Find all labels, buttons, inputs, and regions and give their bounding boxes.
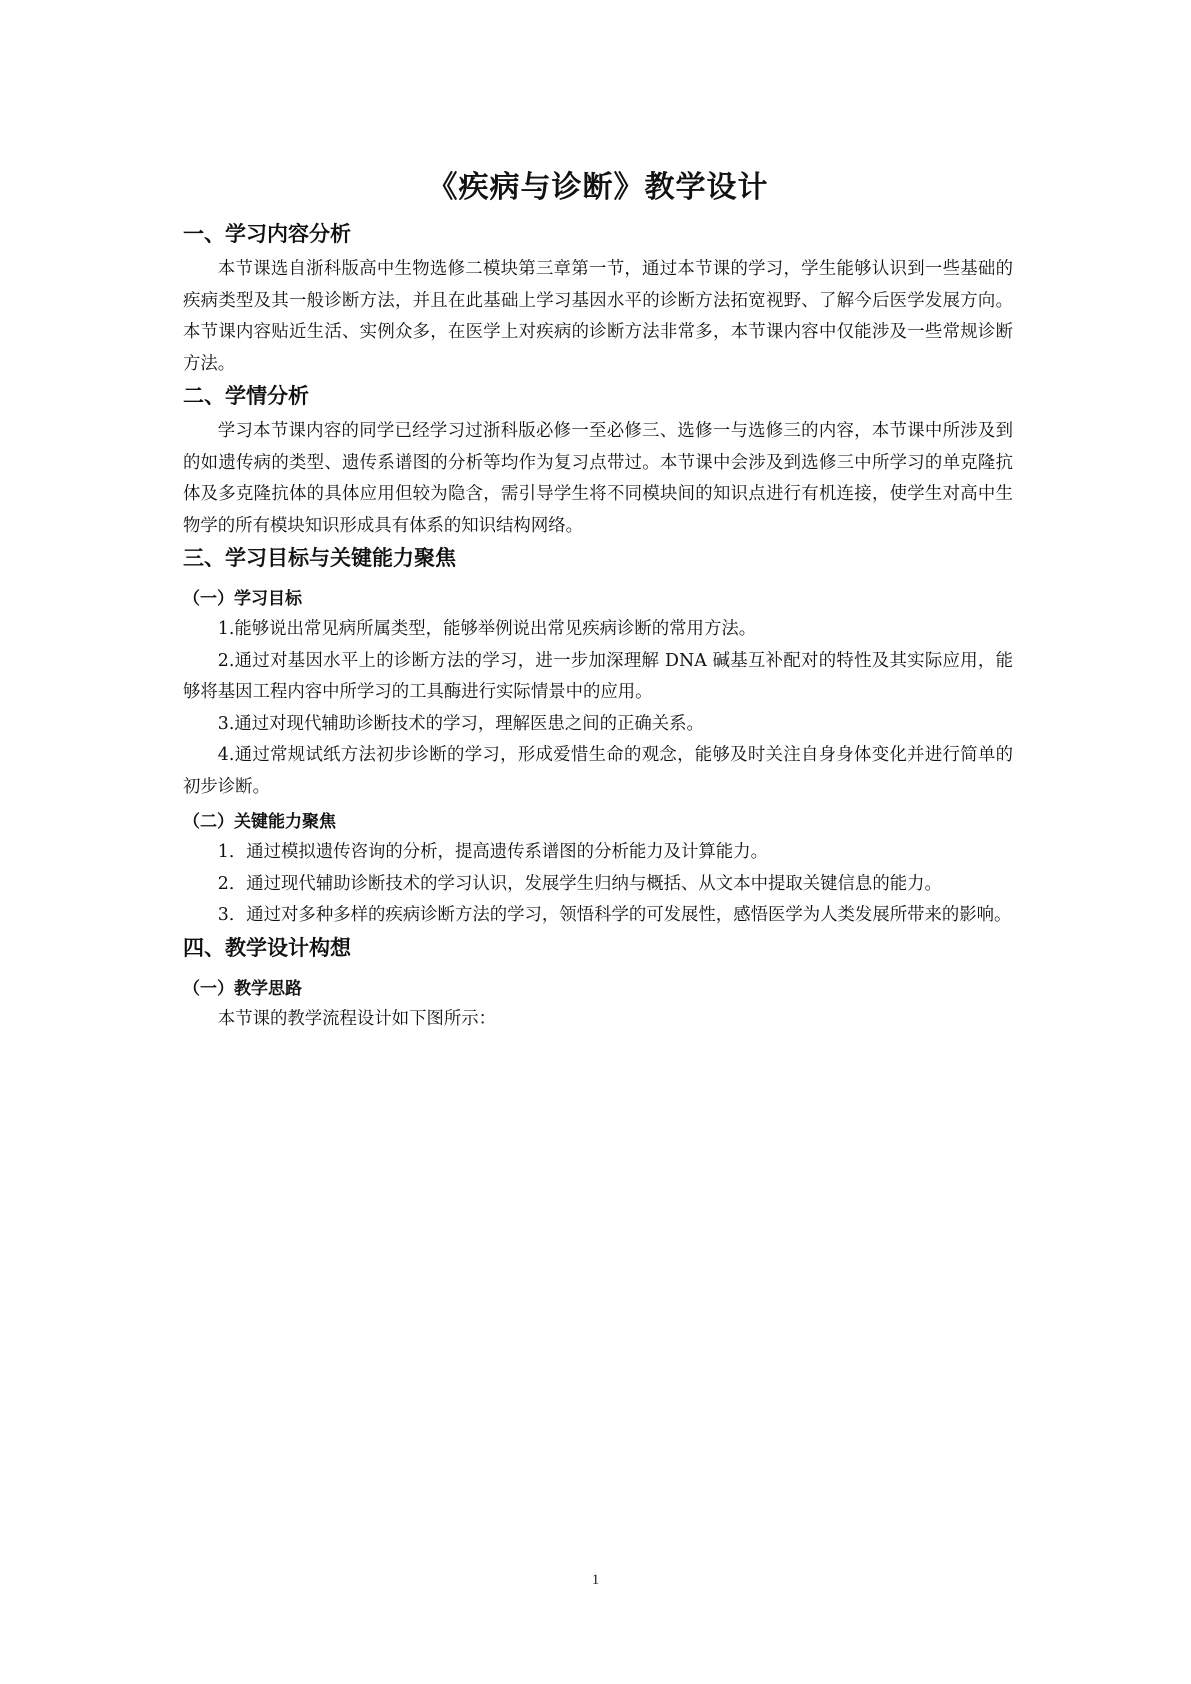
page-number: 1 [591, 1572, 600, 1588]
goal-item: 3.通过对现代辅助诊断技术的学习，理解医患之间的正确关系。 [217, 713, 704, 734]
section-heading-goals-and-abilities: 三、学习目标与关键能力聚焦 [183, 546, 456, 570]
paragraph-content-analysis: 本节课选自浙科版高中生物选修二模块第三章第一节，通过本节课的学习，学生能够认识到一些基础的疾病类型及其一般诊断方法，并且在此基础上学习基因水平的诊断方法拓宽视野、了解今后医学发展方向。本节课内容贴近生活、实例众多，在医学上对疾病的诊断方法非常多，本节课内容中仅能涉及一些常规诊断方法。 [183, 259, 1013, 374]
document-title: 《疾病与诊断》教学设计 [427, 170, 769, 205]
paragraph-learner-analysis: 学习本节课内容的同学已经学习过浙科版必修一至必修三、选修一与选修三的内容，本节课中所涉及到的如遗传病的类型、遗传系谱图的分析等均作为复习点带过。本节课中会涉及到选修三中所学习的单克隆抗体及多克隆抗体的具体应用但较为隐含，需引导学生将不同模块间的知识点进行有机连接，使学生对高中生物学的所有模块知识形成具有体系的知识结构网络。 [183, 421, 1013, 536]
goal-item: 2.通过对基因水平上的诊断方法的学习，进一步加深理解 DNA 碱基互补配对的特性及其实际应用，能够将基因工程内容中所学习的工具酶进行实际情景中的应用。 [183, 650, 1013, 702]
subheading-teaching-approach: （一）教学思路 [183, 978, 302, 999]
paragraph-teaching-flow-intro: 本节课的教学流程设计如下图所示： [217, 1008, 497, 1029]
goal-item: 4.通过常规试纸方法初步诊断的学习，形成爱惜生命的观念，能够及时关注自身身体变化并进行简单的初步诊断。 [183, 745, 1013, 797]
goal-item: 1.能够说出常见病所属类型，能够举例说出常见疾病诊断的常用方法。 [217, 619, 757, 639]
section-heading-design-concept: 四、教学设计构想 [183, 935, 351, 960]
subheading-learning-goals: （一）学习目标 [183, 589, 302, 609]
section-heading-content-analysis: 一、学习内容分析 [183, 222, 351, 246]
ability-item: 3．通过对多种多样的疾病诊断方法的学习，领悟科学的可发展性，感悟医学为人类发展所带来的影响。 [217, 905, 1012, 925]
section-heading-learner-analysis: 二、学情分析 [183, 384, 309, 408]
ability-item: 2．通过现代辅助诊断技术的学习认识，发展学生归纳与概括、从文本中提取关键信息的能力。 [217, 873, 942, 894]
subheading-key-abilities: （二）关键能力聚焦 [183, 812, 336, 832]
document-body [183, 168, 1013, 1035]
ability-item: 1．通过模拟遗传咨询的分析，提高遗传系谱图的分析能力及计算能力。 [217, 842, 768, 862]
